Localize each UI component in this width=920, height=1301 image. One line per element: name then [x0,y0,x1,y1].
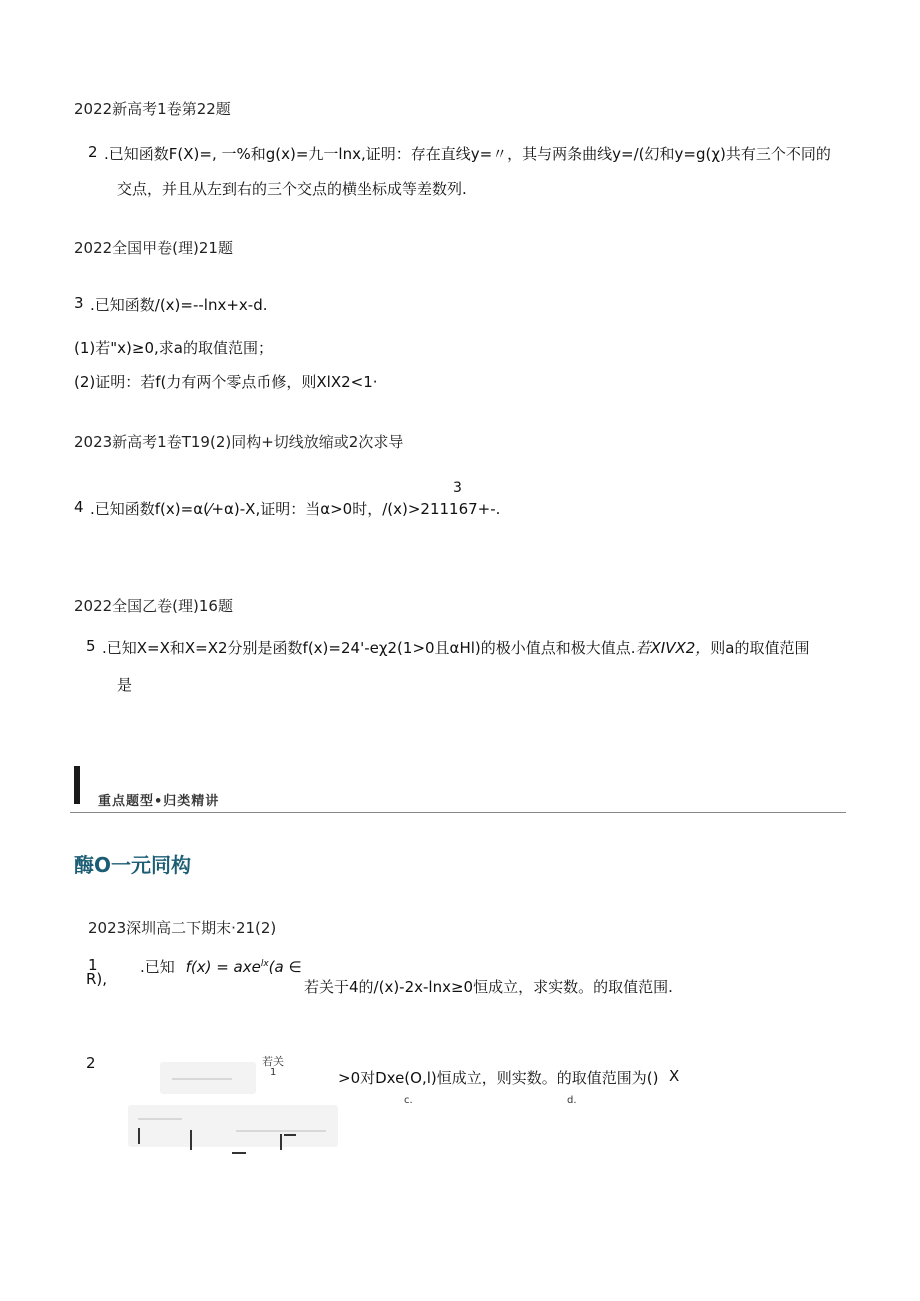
problem-text: 若关于4的/(x)-2x-lnx≥0恒成立，求实数。的取值范围. [304,978,673,996]
source-label: 2022新高考1卷第22题 [74,100,231,118]
problem-text: .已知X=X和X=X2分别是函数f(x)=24'-eχ2(1>0且αHl)的极小值点和极大值点.若XIVX2，则a的取值范围 [102,639,810,657]
text-fragment: 1 [270,1067,277,1078]
problem-part: (2)证明：若f(力有两个零点币修，则XlX2<1· [74,373,378,391]
option-d: d. [567,1095,577,1106]
problem-text: .已知函数/(x)=--lnx+x-d. [90,296,268,314]
text-fragment: 若关 [262,1055,284,1068]
problem-text: 交点，并且从左到右的三个交点的横坐标成等差数列. [117,180,467,198]
option-c: c. [404,1095,413,1106]
problem-number: 3 [74,294,84,312]
problem-text: .已知函数F(X)=, 一%和g(x)=九一lnx,证明：存在直线y=〃，其与两条曲线y=/(幻和y=g(χ)共有三个不同的 [104,145,831,163]
obscured-mark [232,1152,246,1154]
problem-number: 2 [88,143,98,161]
source-label: 2023新高考1卷T19(2)同构+切线放缩或2次求导 [74,433,404,451]
section-bar [74,766,80,804]
problem-text: X [669,1067,680,1085]
problem-number: 4 [74,498,84,516]
section-divider [70,812,846,813]
problem-text: .已知 f(x) = axe$^{lx}$(a ∈ [140,958,302,976]
source-label: 2022全国乙卷(理)16题 [74,597,233,615]
problem-part: (1)若"x)≥0,求a的取值范围； [74,339,273,357]
problem-text: .已知函数f(x)=α(⁄+α)-X,证明：当α>0时，/(x)>211167+-. [90,500,501,518]
obscured-line [236,1130,326,1132]
problem-text: 是 [117,676,133,694]
obscured-mark [190,1130,192,1150]
obscured-mark [284,1134,296,1136]
source-label: 2022全国甲卷(理)21题 [74,239,233,257]
problem-text: R), [86,970,108,988]
section-title: 重点题型•归类精讲 [98,794,220,809]
obscured-mark [280,1134,282,1150]
problem-number: 5 [86,637,96,655]
obscured-line [138,1118,182,1120]
obscured-line [172,1078,232,1080]
obscured-mark [138,1128,140,1144]
problem-number: 2 [86,1054,96,1072]
topic-heading: 酶O一元同构 [74,853,192,877]
problem-number: 1 [88,956,98,974]
obscured-region [128,1105,338,1147]
superscript-digit: 3 [453,480,462,496]
source-label: 2023深圳高二下期末·21(2) [88,919,277,937]
problem-text: >0对Dxe(O,l)恒成立，则实数。的取值范围为() [338,1069,659,1087]
